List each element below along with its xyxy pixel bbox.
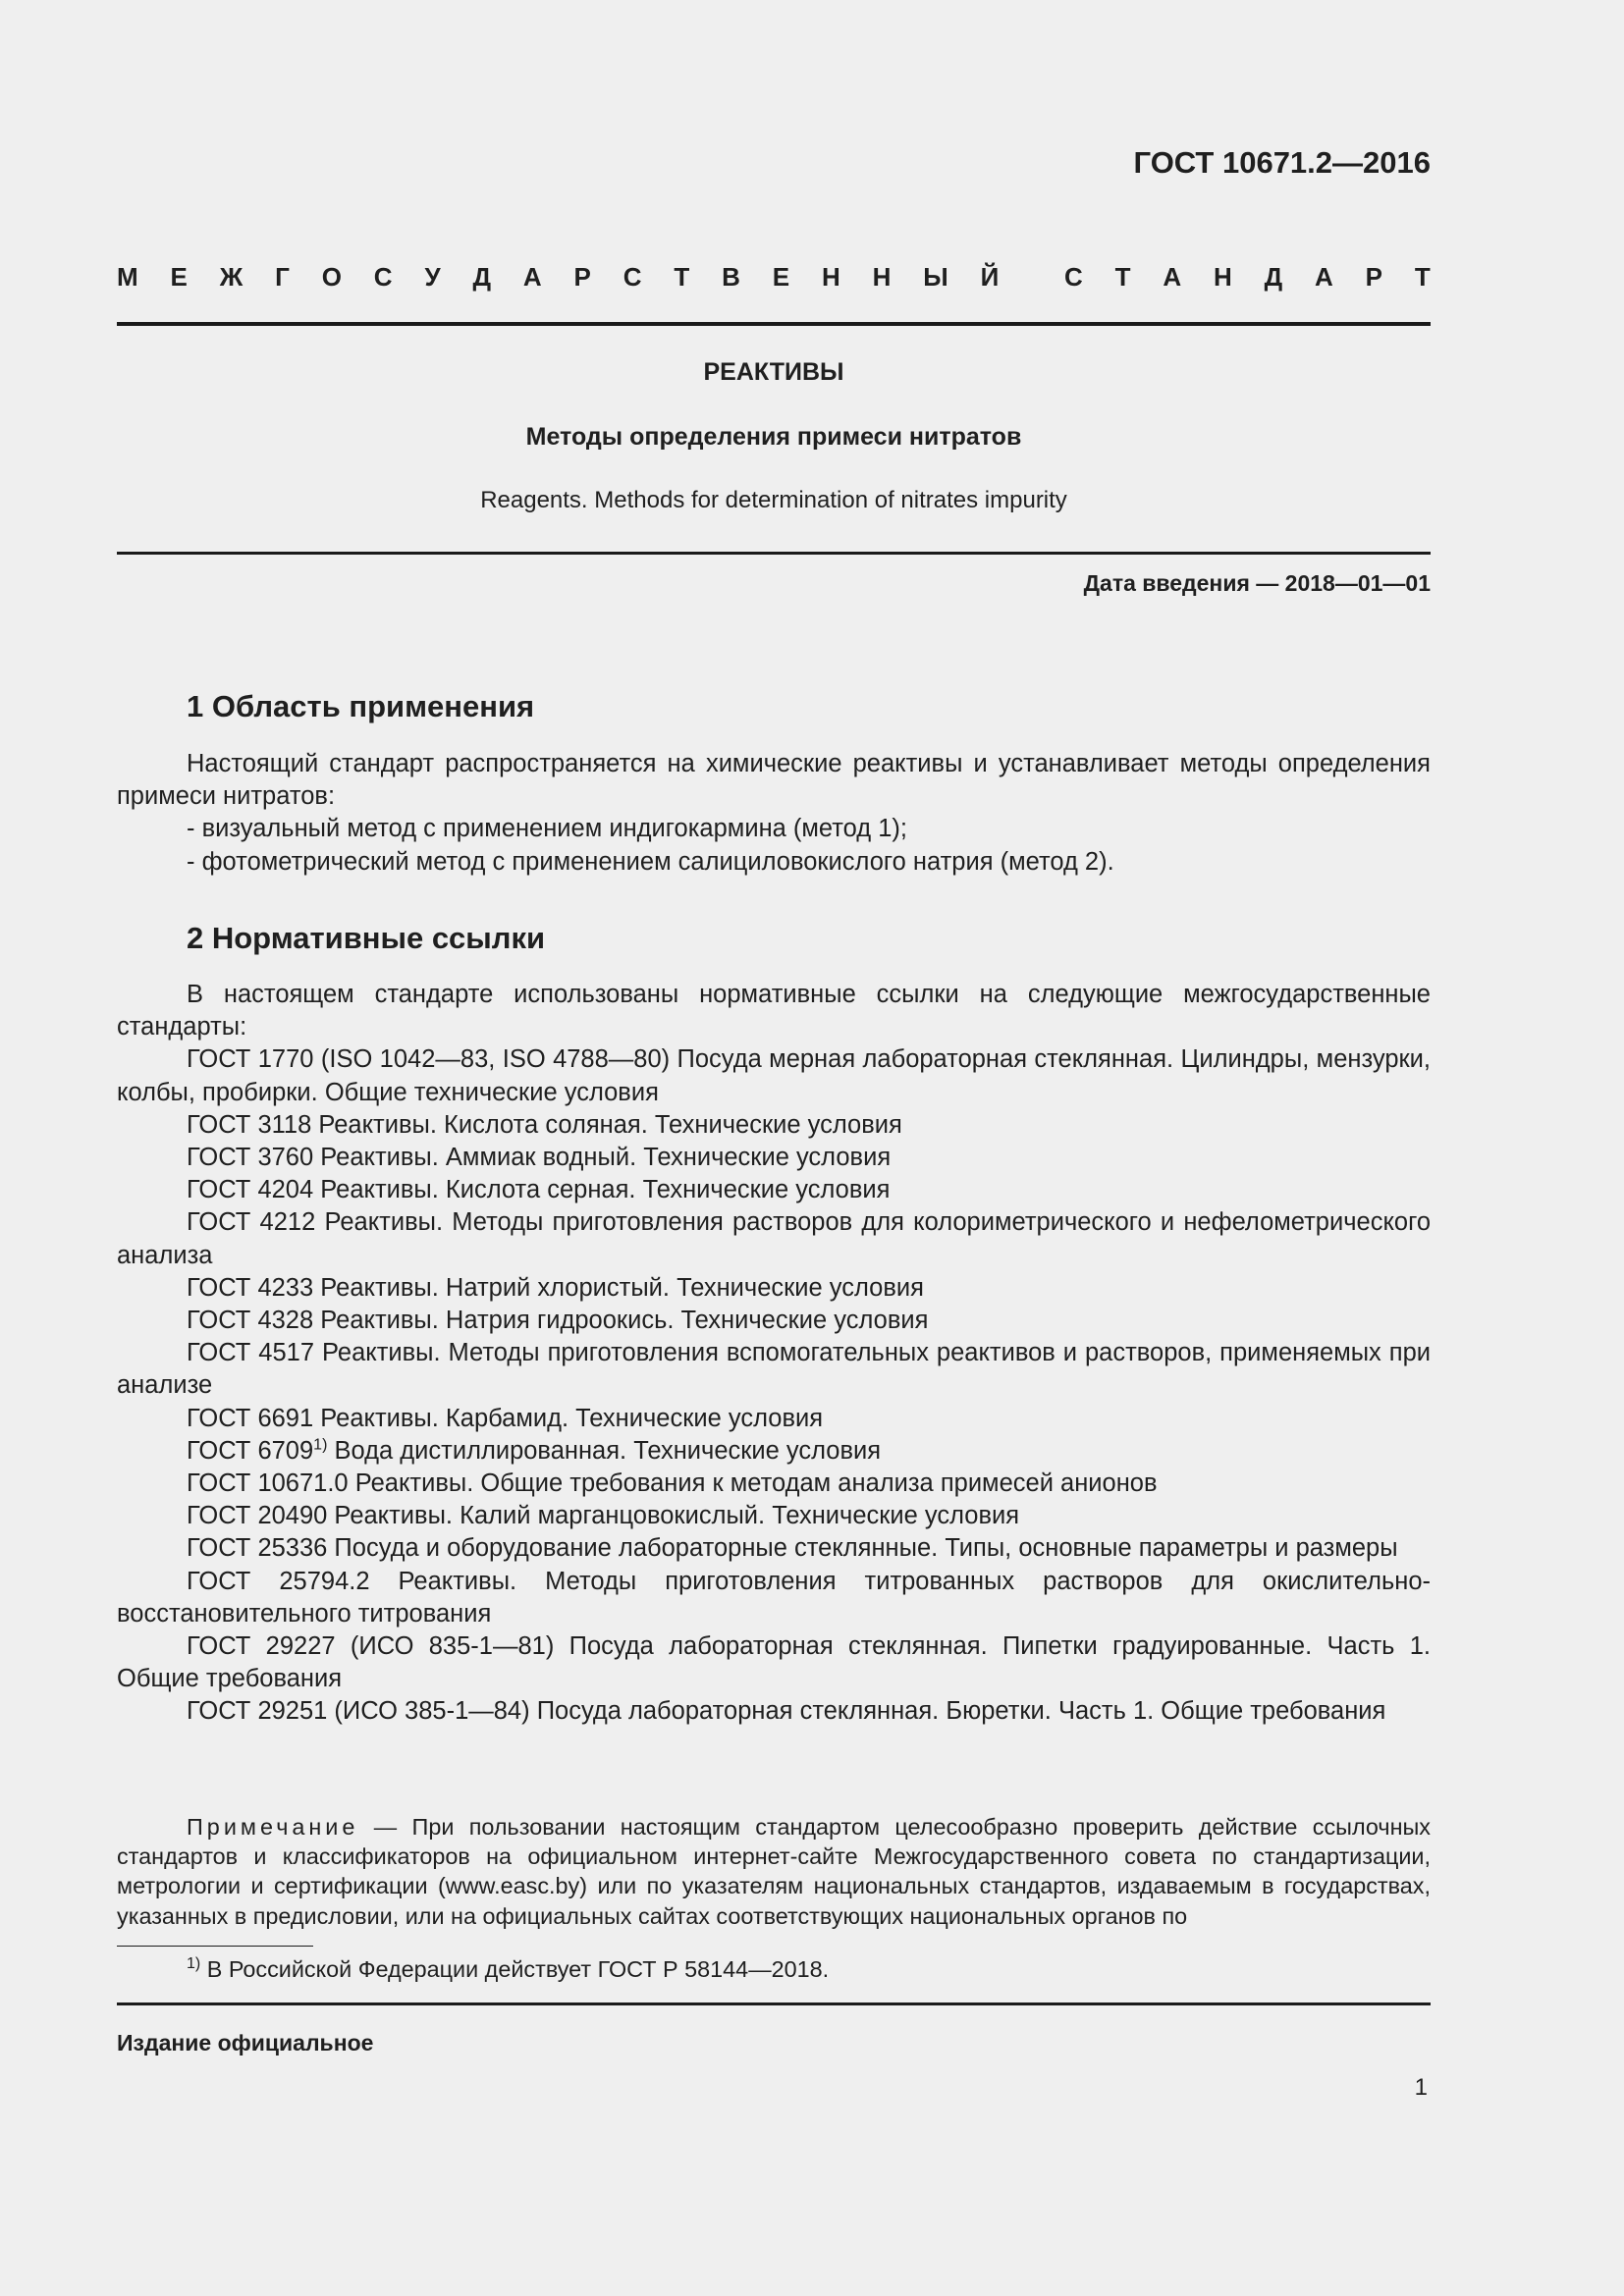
reference-item: ГОСТ 10671.0 Реактивы. Общие требования к методам анализа примесей анионов xyxy=(187,1469,1158,1498)
reference-item: ГОСТ 20490 Реактивы. Калий марганцовокислый. Технические условия xyxy=(187,1502,1020,1530)
banner-letter: Д xyxy=(472,262,492,292)
reference-code: ГОСТ 6709 xyxy=(187,1436,314,1465)
banner-letter: Т xyxy=(1414,262,1431,292)
reference-item: ГОСТ 3118 Реактивы. Кислота соляная. Технические условия xyxy=(187,1110,902,1139)
note-text: — При пользовании настоящим стандартом целесообразно проверить действие ссылочных стандартов и классификаторов на официальном интернет-сайте Межгосударственного совета по стандартизации, метрологии и сертификации (www.easc.by) или по указателям национальных стандартов, издаваемым в государствах, указанных в предисловии, или на официальных сайтах соответствующих национальных органов по xyxy=(117,1814,1431,1929)
banner-letter: Д xyxy=(1264,262,1283,292)
banner-letter: Ж xyxy=(219,262,244,292)
section-1-paragraph: Настоящий стандарт распространяется на химические реактивы и устанавливает методы определения примеси нитратов: xyxy=(117,750,1431,811)
reference-item: ГОСТ 29227 (ИСО 835-1—81) Посуда лабораторная стеклянная. Пипетки градуированные. Часть 1. Общие требования xyxy=(117,1632,1431,1693)
title-rule xyxy=(117,552,1431,555)
note-label: Примечание xyxy=(187,1814,359,1840)
banner-letter: У xyxy=(424,262,441,292)
banner-letter: Р xyxy=(1365,262,1383,292)
banner-letter: А xyxy=(522,262,542,292)
reference-item: ГОСТ 4328 Реактивы. Натрия гидроокись. Технические условия xyxy=(187,1307,929,1335)
banner-letter: О xyxy=(321,262,342,292)
document-subtitle: Методы определения примеси нитратов xyxy=(525,423,1022,451)
method-item: - фотометрический метод с применением салициловокислого натрия (метод 2). xyxy=(187,847,1114,876)
section-1-heading: 1 Область применения xyxy=(187,689,535,723)
note-paragraph xyxy=(117,1812,1431,1931)
page-number: 1 xyxy=(1414,2074,1428,2101)
reference-item: ГОСТ 4204 Реактивы. Кислота серная. Технические условия xyxy=(187,1176,891,1204)
method-item: - визуальный метод с применением индигокармина (метод 1); xyxy=(187,815,908,843)
header-rule xyxy=(117,322,1431,326)
english-title: Reagents. Methods for determination of nitrates impurity xyxy=(480,487,1067,513)
banner-letter: Й xyxy=(980,262,1000,292)
banner-letter: А xyxy=(1163,262,1182,292)
footnote xyxy=(187,1956,829,1983)
banner-letter: В xyxy=(722,262,740,292)
footnote-mark: 1) xyxy=(187,1955,201,1973)
footer-rule xyxy=(117,2002,1431,2005)
reference-item: ГОСТ 25336 Посуда и оборудование лабораторные стеклянные. Типы, основные параметры и размеры xyxy=(187,1534,1398,1563)
document-code: ГОСТ 10671.2—2016 xyxy=(1133,145,1431,180)
banner-letter: Н xyxy=(872,262,892,292)
introduction-date: Дата введения — 2018—01—01 xyxy=(1083,570,1431,596)
reference-item: ГОСТ 29251 (ИСО 385-1—84) Посуда лабораторная стеклянная. Бюретки. Часть 1. Общие требования xyxy=(187,1697,1386,1726)
footnote-text: В Российской Федерации действует ГОСТ Р 58144—2018. xyxy=(200,1956,830,1982)
reference-item: ГОСТ 3760 Реактивы. Аммиак водный. Технические условия xyxy=(187,1144,892,1172)
reference-item: ГОСТ 4517 Реактивы. Методы приготовления вспомогательных реактивов и растворов, применяемых при анализе xyxy=(117,1339,1431,1400)
footnote-ref-mark: 1) xyxy=(313,1436,328,1454)
banner-letter: Р xyxy=(573,262,591,292)
banner-letter: Т xyxy=(1114,262,1131,292)
reference-item: ГОСТ 25794.2 Реактивы. Методы приготовления титрованных растворов для окислительно-восстановительного титрования xyxy=(117,1567,1431,1628)
banner-letter: Н xyxy=(1214,262,1232,292)
banner-letter: С xyxy=(1063,262,1083,292)
footnote-rule xyxy=(117,1946,313,1947)
reference-item: ГОСТ 4212 Реактивы. Методы приготовления растворов для колориметрического и нефелометрического анализа xyxy=(117,1208,1431,1269)
standard-banner xyxy=(117,262,1431,293)
banner-letter: Е xyxy=(170,262,188,292)
reference-item xyxy=(117,1435,1431,1468)
reference-item: ГОСТ 1770 (ISO 1042—83, ISO 4788—80) Посуда мерная лабораторная стеклянная. Цилиндры, мензурки, колбы, пробирки. Общие технические условия xyxy=(117,1045,1431,1106)
reference-item: ГОСТ 4233 Реактивы. Натрий хлористый. Технические условия xyxy=(187,1273,924,1302)
banner-gap xyxy=(1031,262,1032,293)
section-2-intro: В настоящем стандарте использованы нормативные ссылки на следующие межгосударственные стандарты: xyxy=(117,981,1431,1041)
banner-letter: М xyxy=(117,262,138,292)
section-1-body xyxy=(117,748,1431,879)
banner-letter: Ы xyxy=(923,262,948,292)
banner-letter: С xyxy=(623,262,642,292)
banner-letter: А xyxy=(1315,262,1333,292)
edition-label: Издание официальное xyxy=(117,2030,374,2056)
reference-item: ГОСТ 6691 Реактивы. Карбамид. Технические условия xyxy=(187,1404,824,1432)
banner-letter: Т xyxy=(674,262,690,292)
reference-title: Вода дистиллированная. Технические условия xyxy=(327,1436,882,1465)
banner-letter: Н xyxy=(821,262,840,292)
note-block xyxy=(117,1812,1431,1931)
document-title: РЕАКТИВЫ xyxy=(703,358,844,386)
section-2-heading: 2 Нормативные ссылки xyxy=(187,921,546,955)
section-2-body xyxy=(117,979,1431,1729)
banner-letter: С xyxy=(373,262,393,292)
banner-letter: Е xyxy=(772,262,790,292)
banner-letter: Г xyxy=(275,262,290,292)
